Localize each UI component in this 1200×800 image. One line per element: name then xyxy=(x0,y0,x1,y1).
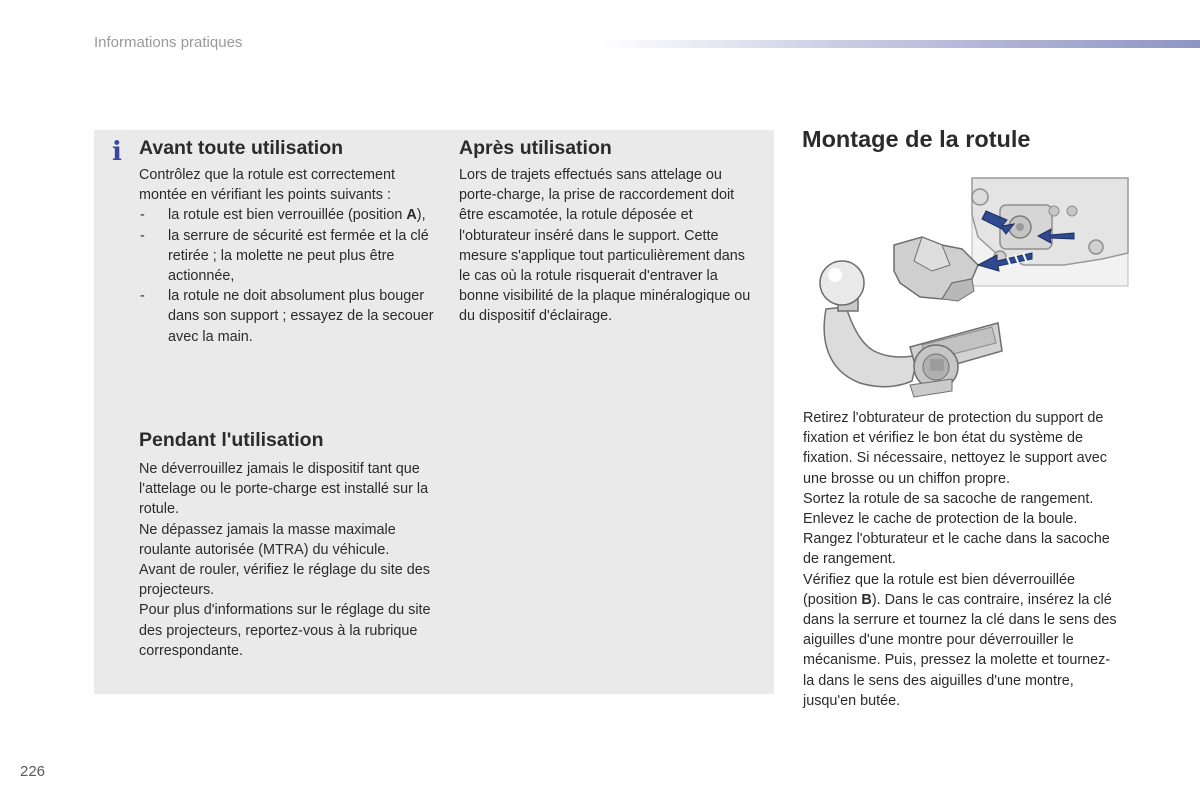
avant-intro: Contrôlez que la rotule est correctement montée en vérifiant les points suivants : xyxy=(139,167,395,204)
apres-title: Après utilisation xyxy=(459,137,612,159)
montage-verify-paragraph: Vérifiez que la rotule est bien déverrouillée (position B). Dans le cas contraire, insérez la clé dans la serrure et tournez la clé dans le sens des aiguilles d'une montre pour déverrouiller le mécanisme. Puis, pressez la molette et tournez-la dans le sens des aiguilles d'une montre, jusqu'en butée. xyxy=(803,571,1117,709)
towball-illustration xyxy=(802,175,1130,400)
montage-paragraph: Rangez l'obturateur et le cache dans la sacoche de rangement. xyxy=(803,531,1110,568)
avant-body xyxy=(139,165,444,347)
pendant-body xyxy=(139,459,444,661)
pendant-paragraph: Avant de rouler, vérifiez le réglage du site des projecteurs. xyxy=(139,562,430,599)
montage-paragraph: Sortez la rotule de sa sacoche de rangement. xyxy=(803,490,1094,507)
pendant-title: Pendant l'utilisation xyxy=(139,429,324,451)
avant-item: - la rotule ne doit absolument plus bouger dans son support ; essayez de la secouer avec la main. xyxy=(139,286,444,347)
avant-item: - la serrure de sécurité est fermée et la clé retirée ; la molette ne peut plus être actionnée, xyxy=(139,226,444,287)
montage-paragraph: Retirez l'obturateur de protection du support de fixation et vérifiez le bon état du système de fixation. Si nécessaire, nettoyez le support avec une brosse ou un chiffon propre. xyxy=(803,410,1107,487)
montage-title: Montage de la rotule xyxy=(802,126,1031,152)
montage-body xyxy=(803,408,1121,711)
section-header-title: Informations pratiques xyxy=(94,34,243,51)
montage-paragraph: Enlevez le cache de protection de la boule. xyxy=(803,511,1078,528)
pendant-paragraph: Ne dépassez jamais la masse maximale roulante autorisée (MTRA) du véhicule. xyxy=(139,521,396,558)
info-icon: i xyxy=(112,137,122,167)
pendant-paragraph: Pour plus d'informations sur le réglage du site des projecteurs, reportez-vous à la rubrique correspondante. xyxy=(139,602,431,659)
apres-body xyxy=(459,165,754,327)
avant-title: Avant toute utilisation xyxy=(139,137,344,159)
avant-list xyxy=(139,205,444,346)
apres-text: Lors de trajets effectués sans attelage ou porte-charge, la prise de raccordement doit être escamotée, la rotule déposée et l'obturateur inséré dans le support. Cette mesure s'applique tout particulièrement dans le cas où la rotule risquerait d'entraver la bonne visibilité de la plaque minéralogique ou du dispositif d'éclairage. xyxy=(459,167,751,325)
pendant-paragraph: Ne déverrouillez jamais le dispositif tant que l'attelage ou le porte-charge est installé sur la rotule. xyxy=(139,461,429,518)
avant-item: - la rotule est bien verrouillée (position A), xyxy=(139,205,444,225)
header-gradient-bar xyxy=(600,40,1200,48)
page-number: 226 xyxy=(20,763,46,780)
blanking-plug xyxy=(894,237,978,301)
